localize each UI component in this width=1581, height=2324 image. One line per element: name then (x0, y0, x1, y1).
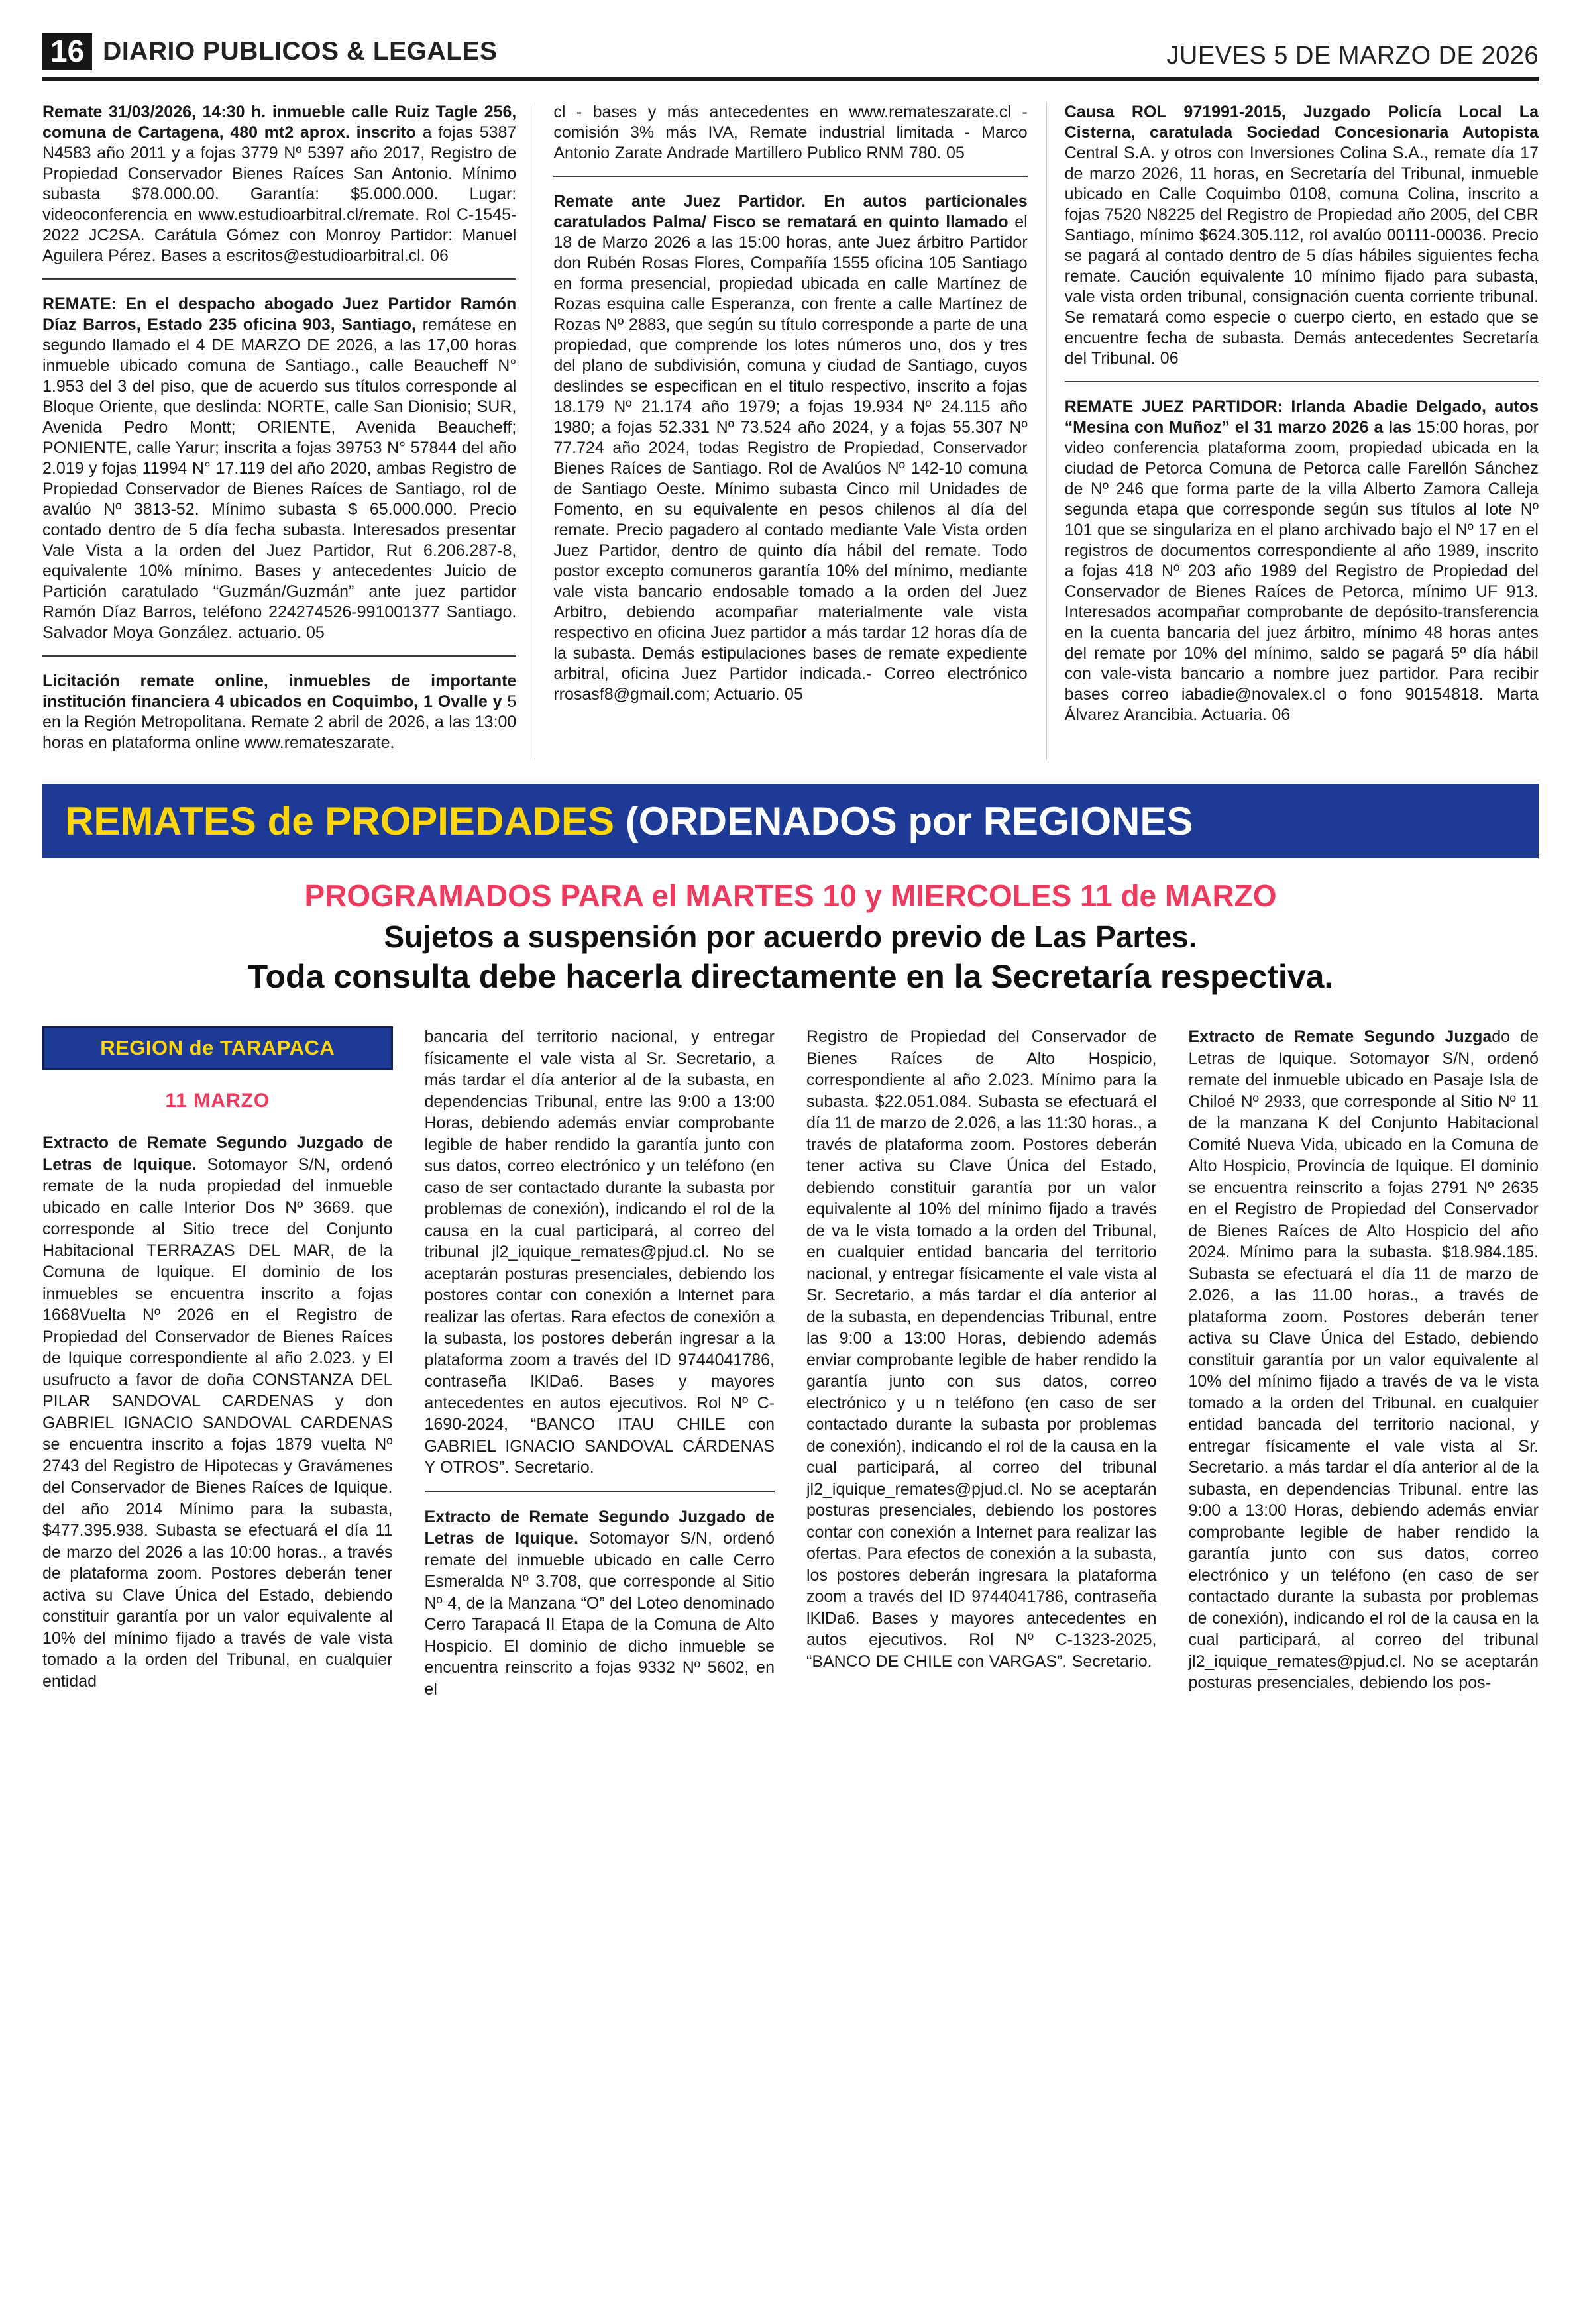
masthead-group (42, 33, 498, 70)
notice-separator (553, 176, 1027, 177)
remates-banner (42, 784, 1539, 858)
notice-lead-text: REMATE: En el despacho abogado Juez Partidor Ramón Díaz Barros, Estado 235 oficina 903, Santiago, (42, 295, 517, 334)
region-header-tarapaca: REGION de TARAPACA (42, 1026, 393, 1070)
auction-date-label: 11 MARZO (165, 1090, 270, 1112)
legal-notice (1065, 102, 1539, 369)
legal-notice (42, 671, 516, 753)
page-header (42, 33, 1539, 81)
notice-body-text: bancaria del territorio nacional, y entregar físicamente el vale vista al Sr. Secretario, a más tardar el día anterior al de la subasta, en dependencias Tribunal, entre las 9:00 a 13:00 Horas, debiendo además enviar comprobante legible de haber rendido la garantía junto con sus datos, correo electrónico y un teléfono (en caso de ser contactado durante la subasta por problemas de conexión), indicando el rol de la causa en la cual participará, al correo del tribunal jl2_iquique_remates@pjud.cl. No se aceptarán posturas presenciales, debiendo los postores contar con conexión a Internet para realizar las ofertas. Rara efectos de conexión a la subasta, los postores deberán ingresar a la plataforma zoom a través del ID 9744041786, contraseña lKlDa6. Bases y mayores antecedentes en autos ejecutivos. Rol Nº C-1690-2024, “BANCO ITAU CHILE con GABRIEL IGNACIO SANDOVAL CÁRDENAS Y OTROS”. Secretario. (424, 1028, 775, 1477)
notice-body-text: Central S.A. y otros con Inversiones Colina S.A., remate día 17 de marzo 2026, 11 horas, en Secretaría del Tribunal, inmueble ubicado en Calle Coquimbo 0108, comuna Colina, inscrito a fojas 7520 N8225 del Registro de Propiedad año 2005, del CBR Santiago, mínimo $624.305.112, rol avalúo 00111-00036. Precio se pagará al contado dentro de 5 días hábiles siguientes fecha remate. Caución equivalente 10 mínimo fijado para subasta, vale vista orden tribunal, consignación cuenta corriente tribunal. Se rematará como especie o cuerpo cierto, en estado que se encuentre fecha de subasta. Demás antecedentes Secretaría del Tribunal. 06 (1064, 144, 1539, 368)
top-classifieds-column-2 (535, 102, 1027, 760)
legal-notice (42, 1132, 393, 1692)
notice-lead-text: Extracto de Remate Segundo Juzgado de Letras de Iquique. (42, 1134, 393, 1174)
bottom-classifieds-column-1 (42, 1026, 393, 1707)
notice-lead-text: Extracto de Remate Segundo Juzgado de Letras de Iquique. (424, 1507, 775, 1548)
legal-notice (1065, 397, 1539, 725)
notice-body-text: remátese en segundo llamado el 4 DE MARZO DE 2026, a las 17,00 horas inmueble ubicado comuna de Santiago., calle Beaucheff N° 1.953 del 3 del piso, que de acuerdo sus títulos corresponde al Bloque Oriente, que deslinda: NORTE, calle San Dionisio; SUR, Avenida Pedro Montt; ORIENTE, Avenida Beaucheff; PONIENTE, calle Yarur; inscrita a fojas 39753 N° 57844 del año 2.019 y fojas 11994 N° 17.119 del año 2020, ambas Registro de Propiedad Conservador de Bienes Raíces de Santiago, rol de avalúo Nº 3813-52. Mínimo subasta $ 65.000.000. Precio contado dentro de 5 día fecha subasta. Interesados presentar Vale Vista a la orden del Juez Partidor, Rut 6.206.287-8, equivalente 10% mínimo. Bases y antecedentes Juicio de Partición caratulado “Guzmán/Guzmán” ante juez partidor Ramón Díaz Barros, teléfono 224274526-991001377 Santiago. Salvador Moya González. actuario. 05 (42, 315, 517, 642)
notice-body-text: Sotomayor S/N, ordenó remate de la nuda propiedad del inmueble ubicado en calle Interior Dos Nº 3669. que corresponde al Sitio trece del Conjunto Habitacional TERRAZAS DEL MAR, de la Comuna de Iquique. El dominio de los inmuebles se encuentra inscrito a fojas 1668Vuelta Nº 2026 en el Registro de Propiedad del Conservador de Bienes Raíces de Iquique correspondiente al año 2.023. y El usufructo a favor de doña CONSTANZA DEL PILAR SANDOVAL CARDENAS y don GABRIEL IGNACIO SANDOVAL CARDENAS se encuentra inscrito a fojas 1879 vuelta Nº 2743 del Registro de Hipotecas y Gravámenes del Conservador de Bienes Raíces de Iquique. del año 2014 Mínimo para la subasta, $477.395.938. Subasta se efectuará el día 11 de marzo del 2026 a las 10:00 horas., a través de plataforma zoom. Postores deberán tener activa su Clave Única del Estado, debiendo constituir garantía por un valor equivalente al 10% del mínimo fijado a través de vale vista tomado a la orden del Tribunal, en cualquier entidad (42, 1155, 393, 1691)
notice-lead-text: REMATE JUEZ PARTIDOR: Irlanda Abadie Delgado, autos “Mesina con Muñoz” el 31 marzo 2026 a las (1064, 397, 1539, 437)
top-classifieds-column-1 (42, 102, 516, 760)
programados-line: PROGRAMADOS PARA el MARTES 10 y MIERCOLES 11 de MARZO (304, 878, 1277, 913)
notice-body-text: do de Letras de Iquique. Sotomayor S/N, ordenó remate del inmueble ubicado en Pasaje Isla de Chiloé Nº 2933, que corresponde al Sitio Nº 11 de la manzana K del Conjunto Habitacional Comité Nueva Vida, ubicado en la Comuna de Alto Hospicio, Provincia de Iquique. El dominio se encuentra reinscrito a fojas 2791 Nº 2635 en el Registro de Propiedad del Conservador de Bienes Raíces de Alto Hospicio del año 2024. Mínimo para la subasta. $18.984.185. Subasta se efectuará el día 11 de marzo de 2.026, a las 11.00 horas., a través de plataforma zoom. Postores deberán tener activa su Clave Única del Estado, debiendo constituir garantía por un valor equivalente al 10% del mínimo fijado a través de va le vista tomado a la orden del Tribunal. en cualquier entidad bancada del territorio nacional, y entregar físicamente el vale vista al Sr. Secretario. a más tardar el día anterior al de la subasta, en dependencias Tribunal. entre las 9:00 a 13:00 Horas, debiendo además enviar comprobante legible de haber rendido la garantía junto con sus datos, correo electrónico y un teléfono (en caso de ser contactado durante la subasta por problemas de conexión), indicando el rol de la causa en la cual participará, al correo del tribunal jl2_iquique_remates@pjud.cl. No se aceptarán posturas presenciales, debiendo los pos- (1188, 1028, 1539, 1692)
page-number: 16 (42, 33, 92, 70)
bottom-classifieds-column-2 (425, 1026, 775, 1707)
notice-separator (42, 655, 516, 657)
notice-body-text: 5 en la Región Metropolitana. Remate 2 abril de 2026, a las 13:00 horas en plataforma online www.remateszarate. (42, 692, 517, 752)
notice-body-text: Sotomayor S/N, ordenó remate del inmueble ubicado en calle Cerro Esmeralda Nº 3.708, que corresponde al Sitio Nº 4, de la Manzana “O” del Loteo denominado Cerro Tarapacá II Etapa de la Comuna de Alto Hospicio. El dominio de dicho inmueble se encuentra reinscrito a fojas 9332 Nº 5602, en el (424, 1529, 775, 1699)
notice-lead-text: Licitación remate online, inmuebles de importante institución financiera 4 ubicados en Coquimbo, 1 Ovalle y (42, 672, 517, 711)
legal-notice (1189, 1026, 1539, 1694)
consulta-line: Toda consulta debe hacerla directamente en la Secretaría respectiva. (247, 958, 1334, 995)
legal-notice (425, 1506, 775, 1701)
top-classifieds-section (42, 102, 1539, 760)
issue-date: JUEVES 5 DE MARZO DE 2026 (1166, 42, 1539, 70)
masthead-title: DIARIO PUBLICOS & LEGALES (103, 37, 498, 66)
notice-separator (1065, 381, 1539, 382)
notice-separator (425, 1491, 775, 1492)
legal-notice (806, 1026, 1157, 1672)
notice-body-text: cl - bases y más antecedentes en www.remateszarate.cl - comisión 3% más IVA, Remate industrial limitada - Marco Antonio Zarate Andrade Martillero Publico RNM 780. 05 (553, 103, 1028, 162)
top-classifieds-column-3 (1046, 102, 1539, 760)
bottom-classifieds-column-4 (1189, 1026, 1539, 1707)
banner-title-white: (ORDENADOS por REGIONES (625, 798, 1193, 843)
legal-notice (42, 102, 516, 266)
notice-body-text: a fojas 5387 N4583 año 2011 y a fojas 3779 Nº 5397 año 2017, Registro de Propiedad Conservador Bienes Raíces San Antonio. Mínimo subasta $78.000.00. Garantía: $5.000.000. Lugar: videoconferencia en www.estudioarbitral.cl/remate. Rol C-1545-2022 JC2SA. Carátula Gómez con Monroy Partidor: Manuel Aguilera Pérez. Bases a escritos@estudioarbitral.cl. 06 (42, 123, 517, 265)
notice-lead-text: Remate 31/03/2026, 14:30 h. inmueble calle Ruiz Tagle 256, comuna de Cartagena, 480 mt2 aprox. inscrito (42, 103, 517, 142)
legal-notice (553, 191, 1027, 705)
legal-notice (425, 1026, 775, 1479)
notice-body-text: el 18 de Marzo 2026 a las 15:00 horas, ante Juez árbitro Partidor don Rubén Rosas Flores, Compañía 1555 oficina 105 Santiago en forma presencial, propiedad ubicada en calle Martínez de Rozas esquina calle Esperanza, con frente a calle Martínez de Rozas Nº 2883, que según su título corresponde a parte de una propiedad, que comprende los lotes números uno, dos y tres del plano de subdivisión, comuna y ciudad de Santiago, cuyos deslindes se especifican en el titulo respectivo, inscrito a fojas 18.179 Nº 21.174 año 1979; a fojas 19.934 Nº 24.115 año 1980; a fojas 52.331 Nº 73.524 año 2024, y a fojas 55.307 Nº 77.724 año 2024, todas Registro de Propiedad, Conservador Bienes Raíces de Santiago. Rol de Avalúos Nº 142-10 comuna de Santiago Oeste. Mínimo subasta Cinco mil Unidades de Fomento, en su equivalente en pesos chilenos al día del remate. Precio pagadero al contado mediante Vale Vista orden Juez Partidor, dentro de quinto día hábil del remate. Todo postor excepto comuneros garantía 10% del mínimo, mediante vale vista bancario endosable tomado a la orden del Juez Arbitro, debiendo acompañar materialmente vale vista respectivo en oficina Juez partidor a más tardar 12 horas día de la subasta. Demás estipulaciones bases de remate expediente arbitral, oficina Juez Partidor indicada.- Correo electrónico rrosasf8@gmail.com; Actuario. 05 (553, 213, 1028, 704)
notice-lead-text: Remate ante Juez Partidor. En autos particionales caratulados Palma/ Fisco se rematará en quinto llamado (553, 192, 1028, 231)
legal-notice (42, 294, 516, 643)
bottom-classifieds-section (42, 1026, 1539, 1707)
notice-body-text: 15:00 horas, por video conferencia plataforma zoom, propiedad ubicada en la ciudad de Petorca Comuna de Petorca calle Farellón Sánchez de Nº 246 que forma parte de la villa Alberto Zamora Calleja segunda etapa que corresponde según sus títulos al lote Nº 101 que se singulariza en el plano archivado bajo el Nº 17 en el registros de documentos correspondiente al año 1989, inscrito a fojas 418 Nº 203 año 1989 del Registro de Propiedad del Conservador de Bienes Raíces de Petorca, mínimo UF 913. Interesados acompañar comprobante de depósito-transferencia en la cuenta bancaria del juez árbitro, mínimo 48 horas antes del remate por 10% del mínimo, saldo se pagará 5º día hábil con vale-vista bancario a nombre juez partidor. Para recibir bases correo iabadie@novalex.cl o fono 90154818. Marta Álvarez Arancibia. Actuaria. 06 (1064, 418, 1539, 724)
notice-lead-text: Extracto de Remate Segundo Juzga (1188, 1028, 1492, 1046)
suspension-line: Sujetos a suspensión por acuerdo previo de Las Partes. (384, 920, 1197, 954)
notice-lead-text: Causa ROL 971991-2015, Juzgado Policía Local La Cisterna, caratulada Sociedad Concesionaria Autopista (1064, 103, 1539, 142)
notice-separator (42, 278, 516, 280)
bottom-classifieds-column-3 (806, 1026, 1157, 1707)
notice-body-text: Registro de Propiedad del Conservador de Bienes Raíces de Alto Hospicio, correspondiente al año 2.023. Mínimo para la subasta. $22.051.084. Subasta se efectuará el día 11 de marzo de 2.026, a las 11:30 horas., a través de plataforma zoom. Postores deberán tener activa su Clave Única del Estado, debiendo constituir garantía por un valor equivalente al 10% del mínimo fijado a través de va le vista tomado a la orden del Tribunal, en cualquier entidad bancaria del territorio nacional, y entregar físicamente el vale vista al Sr. Secretario, a más tardar el día anterior al de la subasta, en dependencias Tribunal, entre las 9:00 a 13:00 Horas, debiendo además enviar comprobante legible de haber rendido la garantía junto con sus datos, correo electrónico y u n teléfono (en caso de ser contactado durante la subasta por problemas de conexión), indicando el rol de la causa en la cual participará, al correo del tribunal jl2_iquique_remates@pjud.cl. No se aceptarán posturas presenciales, debiendo los postores contar con conexión a Internet para realizar las ofertas. Para efectos de conexión a la subasta, los postores deberán ingresara la plataforma zoom a través del ID 9744041786, contraseña lKlDa6. Bases y mayores antecedentes en autos ejecutivos. Rol Nº C-1323-2025, “BANCO DE CHILE con VARGAS”. Secretario. (806, 1028, 1157, 1671)
legal-notice (553, 102, 1027, 164)
banner-title-yellow: REMATES de PROPIEDADES (65, 798, 626, 843)
